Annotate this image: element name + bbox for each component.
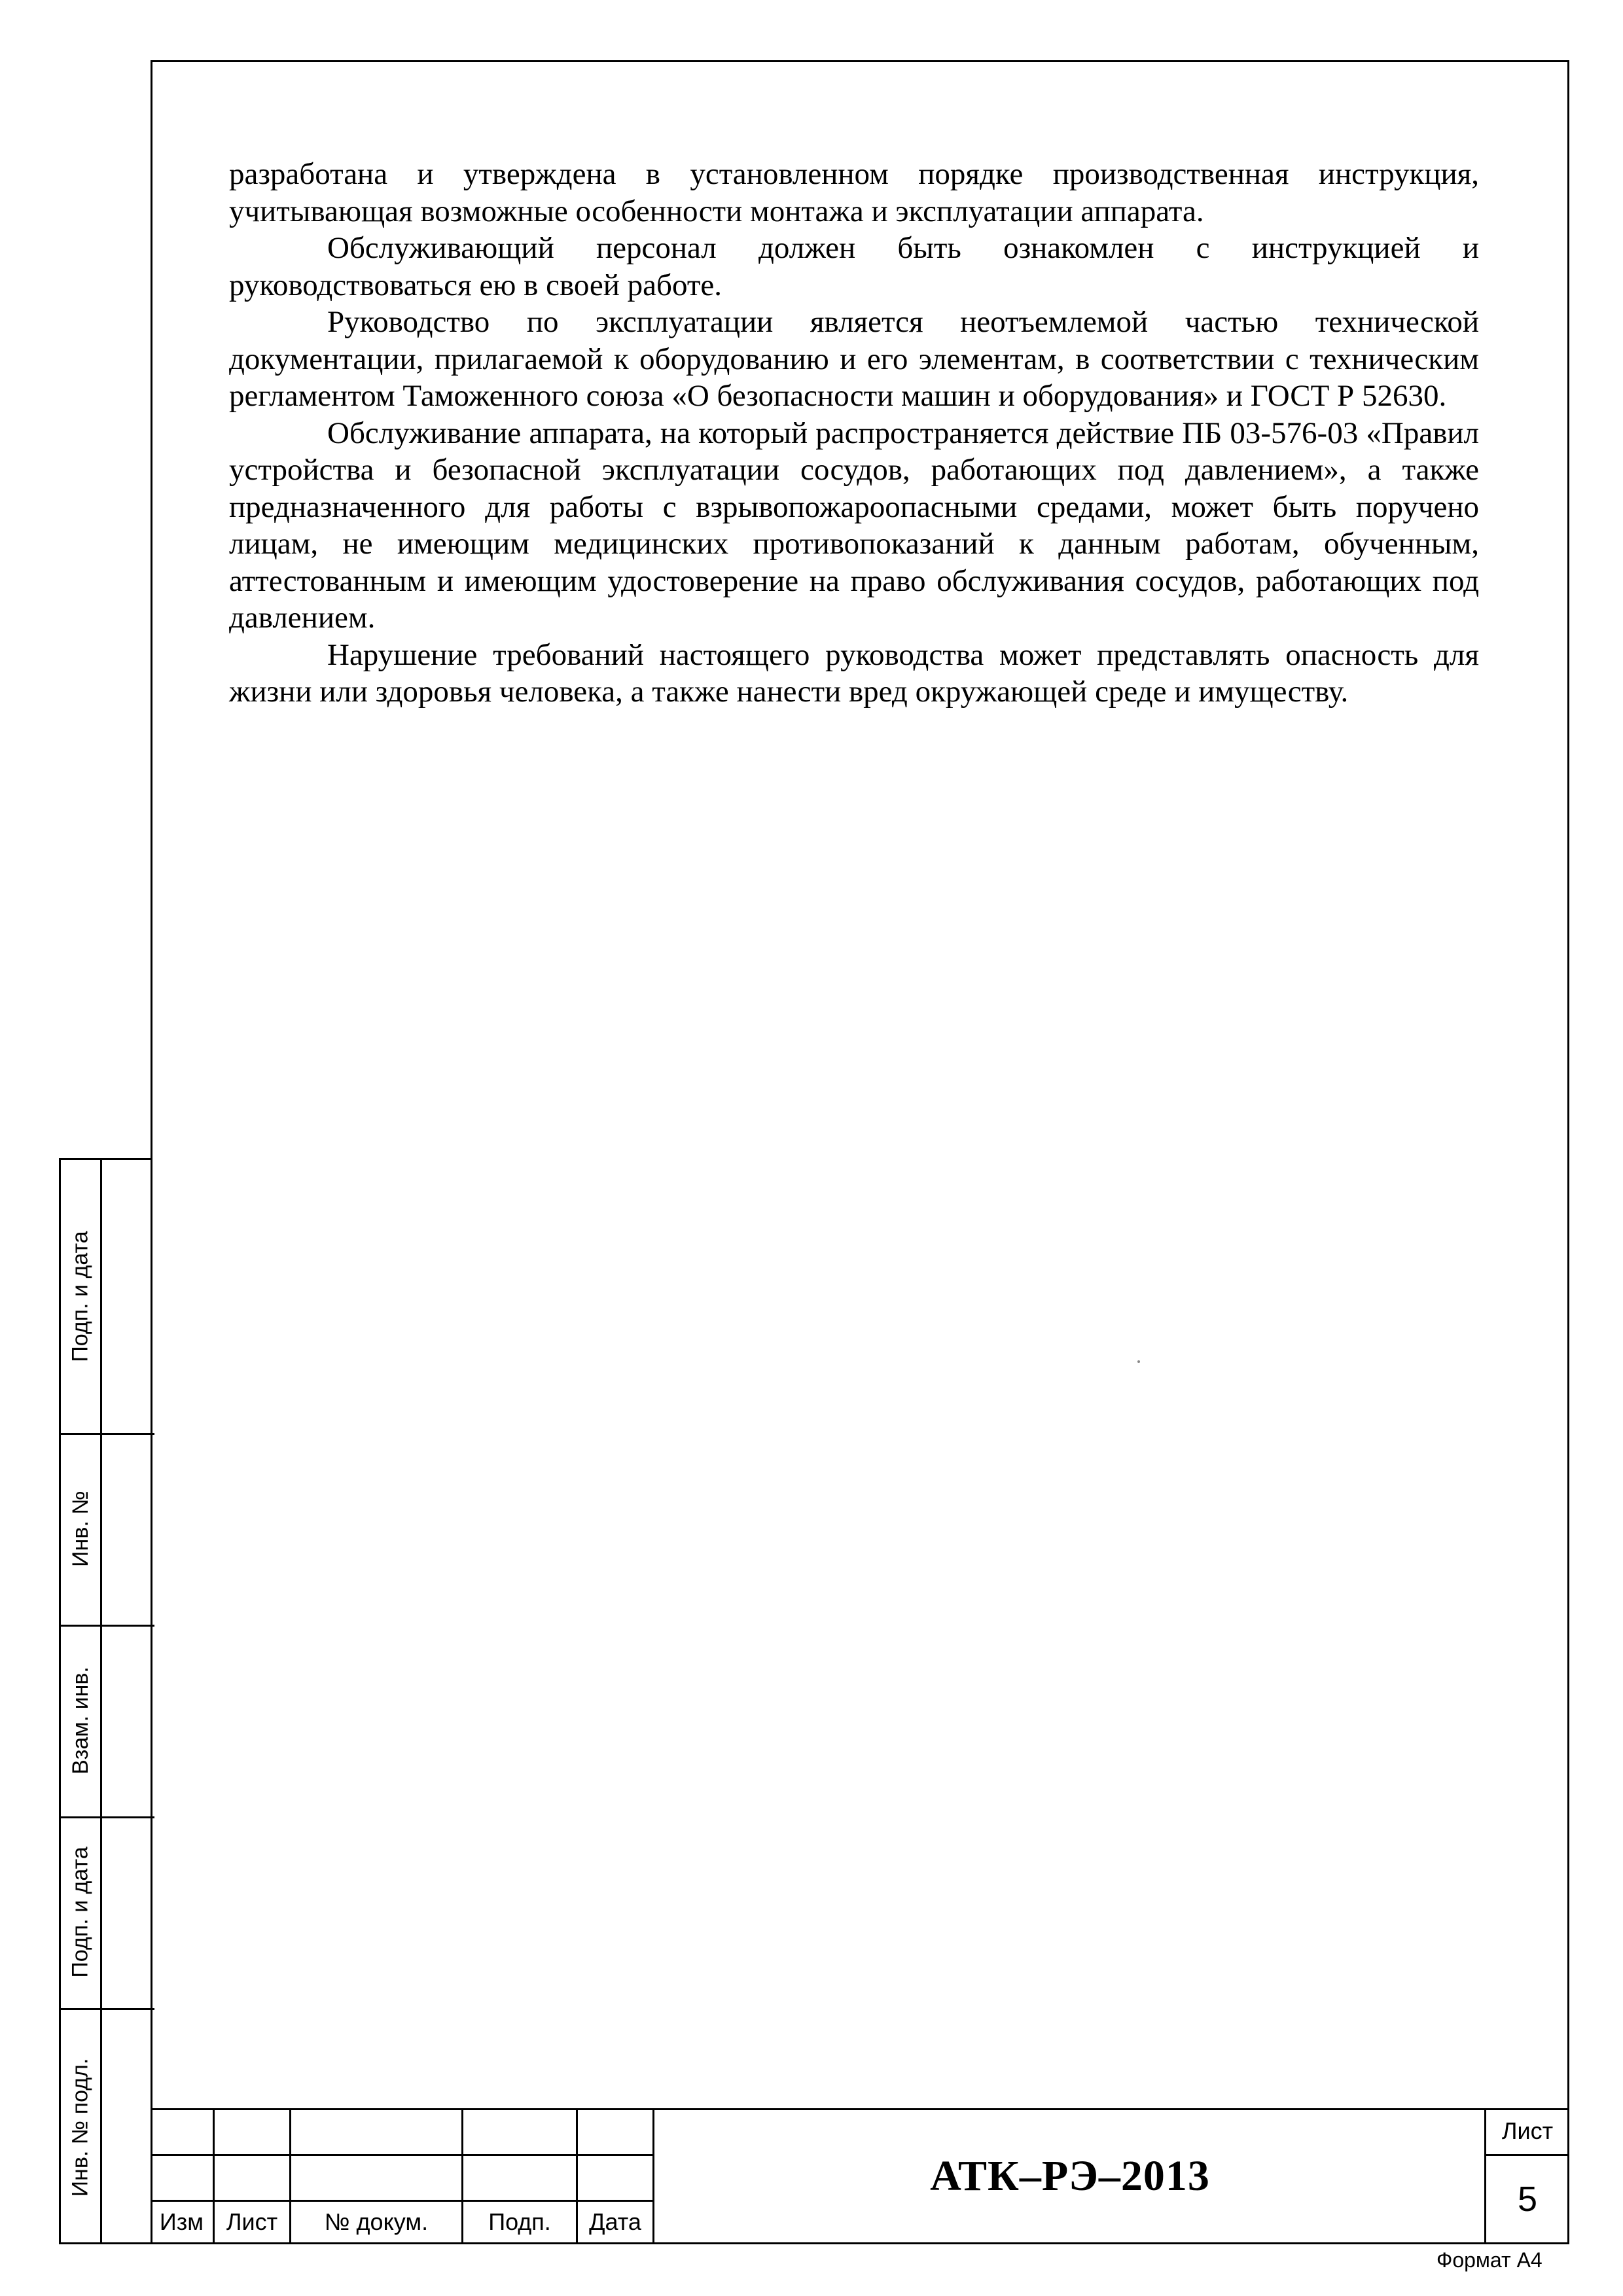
column-date: Дата: [589, 2208, 641, 2235]
side-label-sign-date-1: Подп. и дата: [67, 1231, 93, 1362]
side-label-inv-no: Инв. №: [67, 1491, 93, 1567]
column-change: Изм: [159, 2208, 204, 2235]
side-label-sign-date-2: Подп. и дата: [67, 1846, 93, 1978]
document-code: АТК–РЭ–2013: [930, 2152, 1210, 2200]
paragraph-2: Обслуживающий персонал должен быть ознакомлен с инструкцией и руководствоваться ею в своей работе.: [229, 231, 1479, 302]
side-stamp: [59, 1158, 152, 2244]
paragraph-5: Нарушение требований настоящего руководства может представлять опасность для жизни или здоровья человека, а также нанести вред окружающей среде и имуществу.: [229, 637, 1479, 709]
title-block-row-line: [151, 2154, 654, 2156]
column-signature: Подп.: [488, 2208, 551, 2235]
column-document-no: № докум.: [324, 2208, 429, 2235]
scan-speck: [1137, 1360, 1140, 1363]
format-label: Формат А4: [1436, 2248, 1543, 2272]
paragraph-4: Обслуживание аппарата, на который распространяется действие ПБ 03-576-03 «Правил устройства и безопасной эксплуатации сосудов, работающих под давлением», а также предназначенного для работы с взрывопожароопасными средами, может быть поручено лицам, не имеющим медицинских противопоказаний к данным работам, обученным, аттестованным и имеющим удостоверение на право обслуживания сосудов, работающих под давлением.: [229, 415, 1479, 635]
side-stamp-divider: [100, 1160, 102, 2242]
column-sheet: Лист: [226, 2208, 278, 2235]
document-body: [229, 156, 1479, 711]
sheet-number: 5: [1517, 2180, 1538, 2219]
sheet-label: Лист: [1501, 2117, 1554, 2144]
paragraph-3: Руководство по эксплуатации является неотъемлемой частью технической документации, прилагаемой к оборудованию и его элементам, в соответствии с техническим регламентом Таможенного союза «О безопасности машин и оборудования» и ГОСТ Р 52630.: [229, 305, 1479, 413]
side-label-original-inv-no: Инв. № подл.: [67, 2058, 93, 2197]
paragraph-1: разработана и утверждена в установленном порядке производственная инструкция, учитывающая возможные особенности монтажа и эксплуатации аппарата.: [229, 157, 1479, 228]
side-label-replacement-inv: Взам. инв.: [67, 1667, 93, 1775]
